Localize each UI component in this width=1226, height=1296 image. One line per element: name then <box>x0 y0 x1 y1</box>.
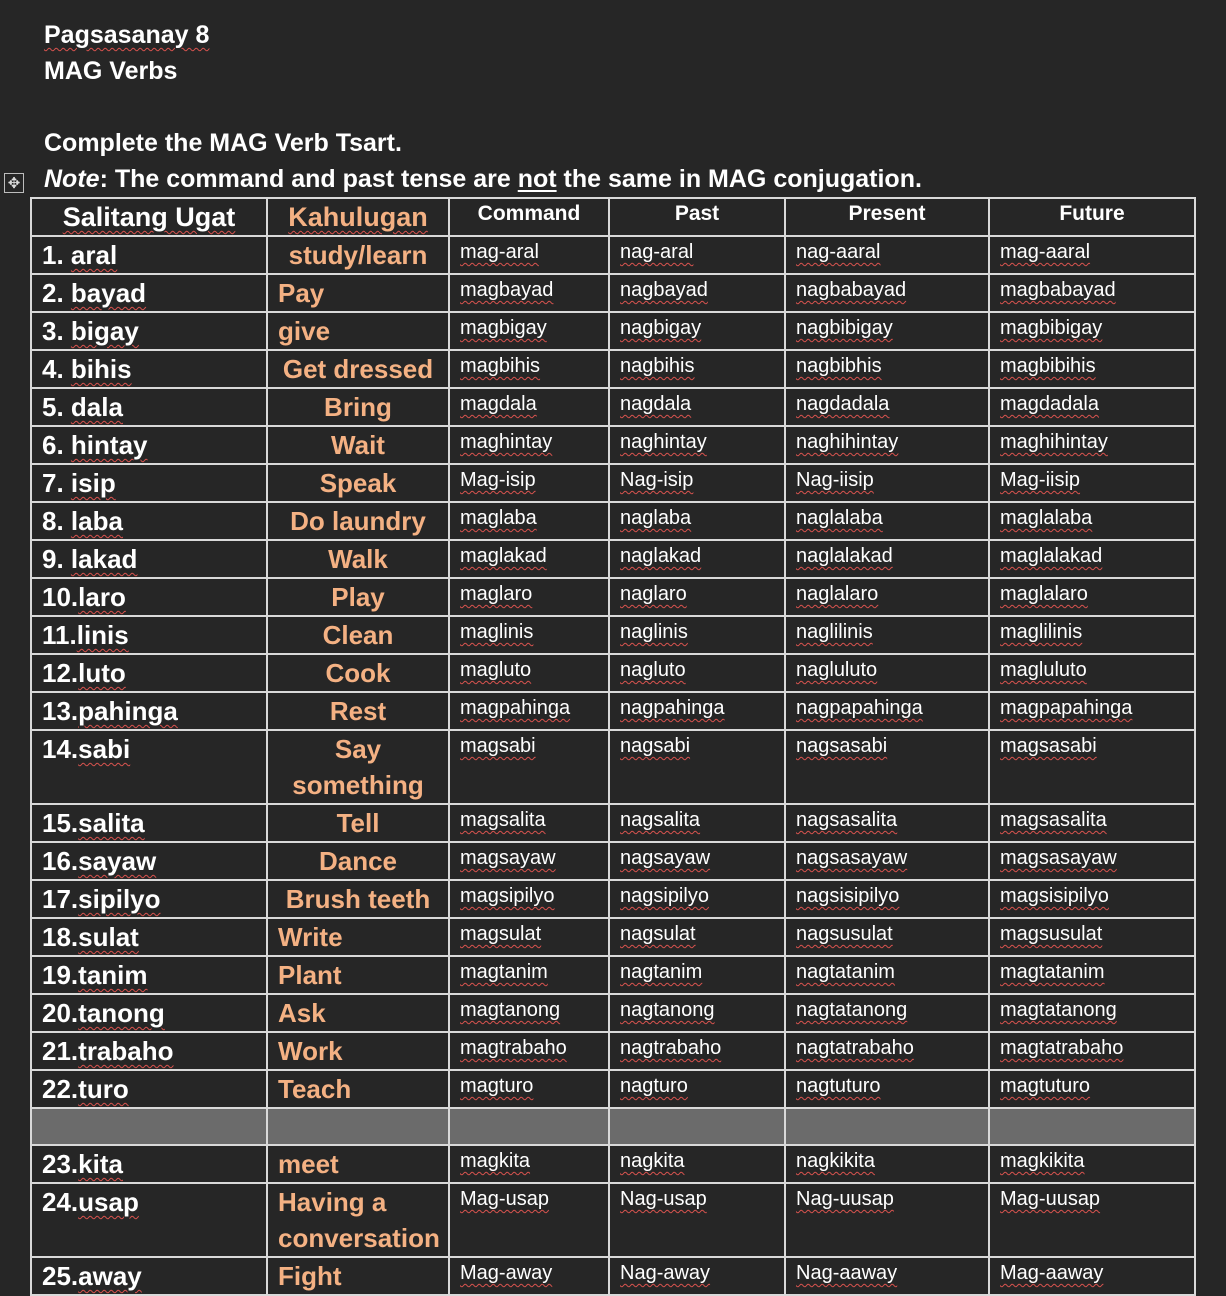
column-header-past: Past <box>609 198 785 236</box>
table-row <box>31 842 1195 880</box>
past-form-cell: nagpahinga <box>609 692 785 730</box>
table-row <box>31 426 1195 464</box>
table-row <box>31 654 1195 692</box>
meaning-cell: Having a conversation <box>267 1183 449 1257</box>
blank-cell <box>989 1108 1195 1145</box>
present-form-cell: nagdadala <box>785 388 989 426</box>
command-form-cell: magkita <box>449 1145 609 1183</box>
meaning-cell: Say something <box>267 730 449 804</box>
note-label: Note <box>44 165 100 193</box>
past-form-cell: nagbihis <box>609 350 785 388</box>
table-row <box>31 350 1195 388</box>
table-row <box>31 540 1195 578</box>
meaning-cell: Walk <box>267 540 449 578</box>
root-word-cell: 18.sulat <box>31 918 267 956</box>
meaning-cell: Plant <box>267 956 449 994</box>
present-form-cell: nagsasabi <box>785 730 989 804</box>
command-form-cell: magbihis <box>449 350 609 388</box>
table-row <box>31 502 1195 540</box>
command-form-cell: magsalita <box>449 804 609 842</box>
meaning-cell: Fight <box>267 1257 449 1295</box>
root-word-cell: 15.salita <box>31 804 267 842</box>
present-form-cell: naglalaro <box>785 578 989 616</box>
command-form-cell: magdala <box>449 388 609 426</box>
present-form-cell: nagtuturo <box>785 1070 989 1108</box>
table-row <box>31 236 1195 274</box>
root-word-cell: 14.sabi <box>31 730 267 804</box>
meaning-cell: Rest <box>267 692 449 730</box>
root-word-cell: 13.pahinga <box>31 692 267 730</box>
present-form-cell: nagtatrabaho <box>785 1032 989 1070</box>
table-row <box>31 918 1195 956</box>
future-form-cell: magsasabi <box>989 730 1195 804</box>
meaning-cell: Brush teeth <box>267 880 449 918</box>
page-subtitle: MAG Verbs <box>44 57 178 85</box>
meaning-cell: Cook <box>267 654 449 692</box>
root-word-cell: 20.tanong <box>31 994 267 1032</box>
meaning-cell: Tell <box>267 804 449 842</box>
present-form-cell: nagbabayad <box>785 274 989 312</box>
future-form-cell: maglilinis <box>989 616 1195 654</box>
table-header-row <box>31 198 1195 236</box>
future-form-cell: maglalaba <box>989 502 1195 540</box>
past-form-cell: nagbayad <box>609 274 785 312</box>
meaning-cell: Get dressed <box>267 350 449 388</box>
command-form-cell: magbayad <box>449 274 609 312</box>
command-form-cell: magtanong <box>449 994 609 1032</box>
present-form-cell: nagbibigay <box>785 312 989 350</box>
command-form-cell: magpahinga <box>449 692 609 730</box>
present-form-cell: Nag-aaway <box>785 1257 989 1295</box>
table-row <box>31 1032 1195 1070</box>
meaning-cell: Speak <box>267 464 449 502</box>
root-word-cell: 3. bigay <box>31 312 267 350</box>
root-word-cell: 16.sayaw <box>31 842 267 880</box>
command-form-cell: magsipilyo <box>449 880 609 918</box>
table-row <box>31 1183 1195 1257</box>
command-form-cell: Mag-usap <box>449 1183 609 1257</box>
table-row <box>31 1145 1195 1183</box>
past-form-cell: nagtanong <box>609 994 785 1032</box>
command-form-cell: Mag-isip <box>449 464 609 502</box>
instruction-line: Complete the MAG Verb Tsart. <box>44 129 402 157</box>
past-form-cell: nagkita <box>609 1145 785 1183</box>
present-form-cell: nagluluto <box>785 654 989 692</box>
past-form-cell: nagsalita <box>609 804 785 842</box>
meaning-cell: Write <box>267 918 449 956</box>
command-form-cell: magsulat <box>449 918 609 956</box>
future-form-cell: magsasayaw <box>989 842 1195 880</box>
command-form-cell: magsabi <box>449 730 609 804</box>
table-body <box>31 236 1195 1295</box>
mag-verb-table <box>30 197 1196 1296</box>
future-form-cell: magtatanong <box>989 994 1195 1032</box>
column-header-root: Salitang Ugat <box>31 198 267 236</box>
command-form-cell: maglakad <box>449 540 609 578</box>
past-form-cell: nagturo <box>609 1070 785 1108</box>
future-form-cell: magsusulat <box>989 918 1195 956</box>
future-form-cell: Mag-uusap <box>989 1183 1195 1257</box>
past-form-cell: nagluto <box>609 654 785 692</box>
future-form-cell: maglalaro <box>989 578 1195 616</box>
present-form-cell: naghihintay <box>785 426 989 464</box>
present-form-cell: Nag-iisip <box>785 464 989 502</box>
present-form-cell: nag-aaral <box>785 236 989 274</box>
root-word-cell: 4. bihis <box>31 350 267 388</box>
blank-cell <box>267 1108 449 1145</box>
future-form-cell: magkikita <box>989 1145 1195 1183</box>
title-word: Pagsasanay 8 <box>44 21 210 49</box>
root-word-cell: 21.trabaho <box>31 1032 267 1070</box>
future-form-cell: magbibigay <box>989 312 1195 350</box>
past-form-cell: nagtanim <box>609 956 785 994</box>
root-word-cell: 10.laro <box>31 578 267 616</box>
future-form-cell: magpapahinga <box>989 692 1195 730</box>
command-form-cell: maghintay <box>449 426 609 464</box>
present-form-cell: nagkikita <box>785 1145 989 1183</box>
future-form-cell: Mag-iisip <box>989 464 1195 502</box>
command-form-cell: magbigay <box>449 312 609 350</box>
present-form-cell: nagtatanim <box>785 956 989 994</box>
root-word-cell: 22.turo <box>31 1070 267 1108</box>
root-word-cell: 12.luto <box>31 654 267 692</box>
table-row <box>31 388 1195 426</box>
column-header-future: Future <box>989 198 1195 236</box>
present-form-cell: nagbibhis <box>785 350 989 388</box>
meaning-cell: Dance <box>267 842 449 880</box>
page-title <box>44 20 209 50</box>
meaning-cell: Ask <box>267 994 449 1032</box>
future-form-cell: magsisipilyo <box>989 880 1195 918</box>
past-form-cell: nagsayaw <box>609 842 785 880</box>
table-row <box>31 578 1195 616</box>
past-form-cell: nagdala <box>609 388 785 426</box>
table-row <box>31 994 1195 1032</box>
past-form-cell: nagsipilyo <box>609 880 785 918</box>
root-word-cell: 23.kita <box>31 1145 267 1183</box>
note-part-1: : The command and past tense are <box>99 165 518 193</box>
future-form-cell: mag-aaral <box>989 236 1195 274</box>
column-header-command: Command <box>449 198 609 236</box>
command-form-cell: magtrabaho <box>449 1032 609 1070</box>
past-form-cell: naglaro <box>609 578 785 616</box>
table-row <box>31 804 1195 842</box>
present-form-cell: nagsasayaw <box>785 842 989 880</box>
past-form-cell: Nag-usap <box>609 1183 785 1257</box>
root-word-cell: 1. aral <box>31 236 267 274</box>
past-form-cell: nagsabi <box>609 730 785 804</box>
past-form-cell: nagbigay <box>609 312 785 350</box>
command-form-cell: magluto <box>449 654 609 692</box>
future-form-cell: magtatrabaho <box>989 1032 1195 1070</box>
command-form-cell: magturo <box>449 1070 609 1108</box>
present-form-cell: Nag-uusap <box>785 1183 989 1257</box>
root-word-cell: 11.linis <box>31 616 267 654</box>
future-form-cell: magluluto <box>989 654 1195 692</box>
table-row <box>31 880 1195 918</box>
meaning-cell: meet <box>267 1145 449 1183</box>
past-form-cell: nagsulat <box>609 918 785 956</box>
meaning-cell: give <box>267 312 449 350</box>
future-form-cell: magsasalita <box>989 804 1195 842</box>
past-form-cell: Nag-away <box>609 1257 785 1295</box>
command-form-cell: magsayaw <box>449 842 609 880</box>
meaning-cell: Play <box>267 578 449 616</box>
meaning-cell: Teach <box>267 1070 449 1108</box>
future-form-cell: magtatanim <box>989 956 1195 994</box>
command-form-cell: Mag-away <box>449 1257 609 1295</box>
past-form-cell: nag-aral <box>609 236 785 274</box>
future-form-cell: magtuturo <box>989 1070 1195 1108</box>
table-row <box>31 1070 1195 1108</box>
table-row <box>31 730 1195 804</box>
blank-cell <box>785 1108 989 1145</box>
blank-cell <box>449 1108 609 1145</box>
meaning-cell: Work <box>267 1032 449 1070</box>
root-word-cell: 19.tanim <box>31 956 267 994</box>
root-word-cell: 7. isip <box>31 464 267 502</box>
command-form-cell: magtanim <box>449 956 609 994</box>
past-form-cell: naglinis <box>609 616 785 654</box>
column-header-meaning: Kahulugan <box>267 198 449 236</box>
present-form-cell: naglalaba <box>785 502 989 540</box>
future-form-cell: magdadala <box>989 388 1195 426</box>
present-form-cell: naglalakad <box>785 540 989 578</box>
table-row <box>31 956 1195 994</box>
present-form-cell: nagsisipilyo <box>785 880 989 918</box>
move-arrows-icon[interactable]: ✥ <box>4 173 24 193</box>
future-form-cell: maglalakad <box>989 540 1195 578</box>
command-form-cell: maglaba <box>449 502 609 540</box>
future-form-cell: Mag-aaway <box>989 1257 1195 1295</box>
meaning-cell: study/learn <box>267 236 449 274</box>
root-word-cell: 24.usap <box>31 1183 267 1257</box>
past-form-cell: Nag-isip <box>609 464 785 502</box>
root-word-cell: 9. lakad <box>31 540 267 578</box>
table-row <box>31 274 1195 312</box>
present-form-cell: nagsasalita <box>785 804 989 842</box>
future-form-cell: magbabayad <box>989 274 1195 312</box>
meaning-cell: Pay <box>267 274 449 312</box>
meaning-cell: Bring <box>267 388 449 426</box>
root-word-cell: 6. hintay <box>31 426 267 464</box>
table-row <box>31 464 1195 502</box>
future-form-cell: magbibihis <box>989 350 1195 388</box>
table-row <box>31 1257 1195 1295</box>
past-form-cell: nagtrabaho <box>609 1032 785 1070</box>
present-form-cell: naglilinis <box>785 616 989 654</box>
meaning-cell: Do laundry <box>267 502 449 540</box>
table-row <box>31 616 1195 654</box>
blank-cell <box>31 1108 267 1145</box>
past-form-cell: naghintay <box>609 426 785 464</box>
root-word-cell: 5. dala <box>31 388 267 426</box>
root-word-cell: 25.away <box>31 1257 267 1295</box>
blank-separator-row <box>31 1108 1195 1145</box>
blank-cell <box>609 1108 785 1145</box>
command-form-cell: maglaro <box>449 578 609 616</box>
meaning-cell: Clean <box>267 616 449 654</box>
meaning-cell: Wait <box>267 426 449 464</box>
command-form-cell: mag-aral <box>449 236 609 274</box>
note-line <box>44 164 922 194</box>
present-form-cell: nagpapahinga <box>785 692 989 730</box>
note-part-2: the same in MAG conjugation. <box>556 165 922 193</box>
future-form-cell: maghihintay <box>989 426 1195 464</box>
root-word-cell: 17.sipilyo <box>31 880 267 918</box>
present-form-cell: nagtatanong <box>785 994 989 1032</box>
table-row <box>31 312 1195 350</box>
present-form-cell: nagsusulat <box>785 918 989 956</box>
root-word-cell: 8. laba <box>31 502 267 540</box>
note-emphasis: not <box>517 165 557 193</box>
root-word-cell: 2. bayad <box>31 274 267 312</box>
table-row <box>31 692 1195 730</box>
column-header-present: Present <box>785 198 989 236</box>
past-form-cell: naglaba <box>609 502 785 540</box>
command-form-cell: maglinis <box>449 616 609 654</box>
past-form-cell: naglakad <box>609 540 785 578</box>
